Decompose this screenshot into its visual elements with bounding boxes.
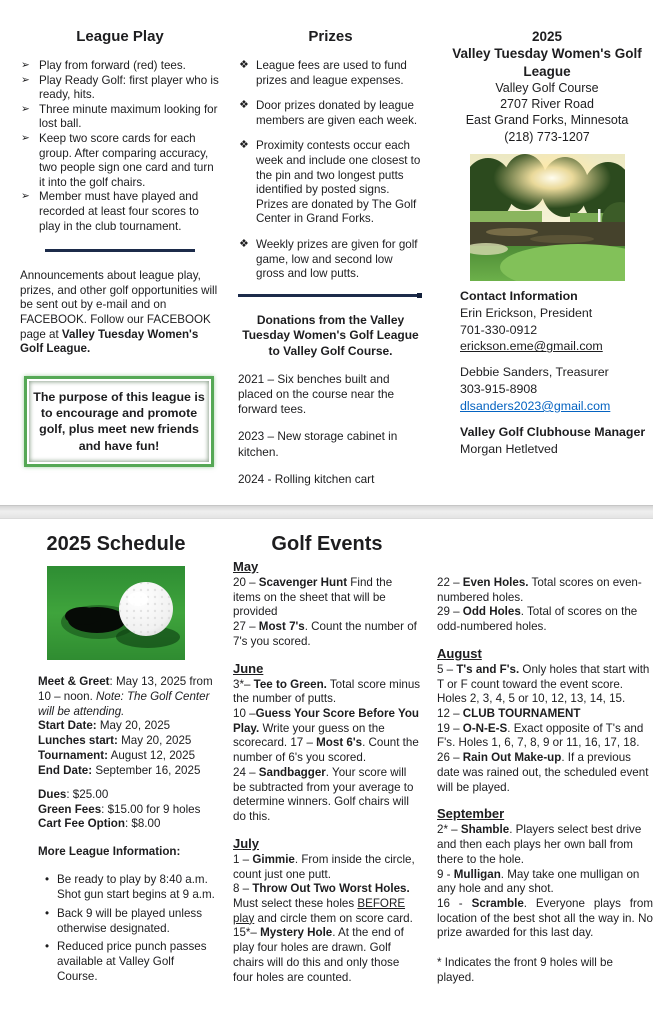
list-item-text: Door prizes donated by league members are given each week. [256, 99, 418, 127]
list-item [238, 59, 423, 88]
president-email-link[interactable]: erickson.eme@gmail.com [460, 339, 603, 354]
arrow-bullet-icon: ➢ [21, 73, 30, 86]
masthead-league-name: Valley Tuesday Women's Golf League [452, 46, 642, 79]
event-item: 26 – Rain Out Make-up. If a previous date was rained out, the scheduled event will be played. [437, 751, 649, 794]
donations-heading: Donations from the Valley Tuesday Women's Golf League to Valley Golf Course. [242, 312, 419, 358]
divider-line [45, 249, 195, 252]
league-play-title: League Play [76, 28, 164, 45]
list-item [238, 99, 423, 128]
donation-item: 2021 – Six benches built and placed on the course near the forward tees. [238, 371, 395, 417]
event-item: 2* – Shamble. Players select best drive and then each plays her own ball from there to the hole. [437, 823, 642, 866]
donation-item: 2024 - Rolling kitchen cart [238, 472, 375, 487]
purpose-box [24, 376, 214, 468]
event-item: 19 – O-N-E-S. Exact opposite of T's and F's. Holes 1, 6, 7, 8, 9 or 11, 16, 17, 18. [437, 721, 644, 750]
manager-name: Morgan Hetletved [460, 441, 558, 456]
schedule-line: End Date: September 16, 2025 [38, 763, 201, 777]
fee-line: Dues: $25.00 [38, 787, 109, 801]
month-heading-september: September [437, 806, 505, 822]
event-item: 22 – Even Holes. Total scores on even-numbered holes. [437, 576, 642, 604]
contact-name: Debbie Sanders, Treasurer [460, 365, 609, 380]
masthead-course: Valley Golf Course [495, 80, 599, 95]
donation-item: 2023 – New storage cabinet in kitchen. [238, 429, 398, 459]
schedule-column [15, 533, 217, 1023]
event-item: 10 –Guess Your Score Before You Play. Write your guess on the scorecard. 17 – Most 6's. Count the number of 6's you scored. [233, 707, 420, 765]
list-item-text: League fees are used to fund prizes and league expenses. [256, 59, 407, 87]
dot-bullet-icon: • [45, 940, 50, 954]
list-item-text: Weekly prizes are given for golf game, low and second low gross and low putts. [256, 237, 418, 281]
list-item [45, 907, 215, 937]
diamond-bullet-icon: ❖ [239, 59, 249, 71]
purpose-text: The purpose of this league is to encourage and promote golf, plus meet new friends and have fun! [33, 389, 205, 453]
masthead-city: East Grand Forks, Minnesota [465, 113, 629, 128]
schedule-details [15, 675, 217, 985]
list-item-text: Member must have played and recorded at least four scores to play in the club tournament. [39, 190, 199, 233]
golf-events-title: Golf Events [271, 533, 383, 555]
diamond-bullet-icon: ❖ [239, 99, 249, 112]
list-item [20, 74, 220, 103]
footnote-text: * Indicates the front 9 holes will be played. [437, 956, 613, 984]
arrow-bullet-icon: ➢ [21, 59, 30, 71]
prizes-list [238, 59, 423, 282]
list-item [45, 873, 215, 903]
month-heading-june: June [233, 660, 264, 676]
fee-line: Green Fees: $15.00 for 9 holes [38, 802, 201, 816]
masthead-address: 2707 River Road [500, 97, 594, 112]
prizes-title: Prizes [308, 28, 353, 45]
spacer [38, 779, 215, 788]
list-item [20, 59, 220, 74]
event-item: 9 - Mulligan. May take one mulligan on any hole and any shot. [437, 867, 640, 896]
event-item: 20 – Scavenger Hunt Find the items on the sheet that will be provided [233, 576, 393, 619]
arrow-bullet-icon: ➢ [21, 102, 30, 115]
list-item [20, 132, 220, 190]
contact-phone: 303-915-8908 [460, 382, 538, 397]
arrow-bullet-icon: ➢ [21, 131, 30, 144]
list-item-text: Keep two score cards for each group. After comparing accuracy, two people sign one card and turn it into the golf chairs. [39, 131, 214, 189]
event-item: 15*– Mystery Hole. At the end of play four holes are drawn. Golf chairs will do this and only those four holes are counted. [233, 926, 404, 984]
list-item-text: Back 9 will be played unless otherwise designated. [57, 906, 203, 935]
list-item [238, 238, 423, 282]
dot-bullet-icon: • [45, 873, 50, 887]
contact-phone: 701-330-0912 [460, 322, 538, 337]
golf-events-column-continued [437, 533, 653, 1023]
event-item: 24 – Sandbagger. Your score will be subtracted from your average to determine winners. Golf chairs will do this. [233, 765, 414, 824]
manager-heading: Valley Golf Clubhouse Manager [460, 424, 646, 439]
spacer [460, 415, 653, 424]
list-item [20, 190, 220, 234]
event-item: 16 - Scramble. Everyone plays from location of the best shot all the way in. No prize awarded for this last day. [437, 896, 653, 940]
masthead-phone: (218) 773-1207 [504, 129, 590, 144]
list-item-text: Reduced price punch passes available at Valley Golf Course. [57, 940, 207, 984]
list-item [45, 940, 215, 984]
dot-bullet-icon: • [45, 906, 50, 920]
events-continued-block [437, 576, 653, 986]
event-item: 5 – T's and F's. Only holes that start with T or F count toward the event score. Holes 2, 3, 4, 5 or 10, 12, 13, 14, 15. [437, 662, 650, 706]
list-item [20, 103, 220, 132]
prizes-column [238, 28, 423, 505]
spacer [460, 355, 653, 364]
schedule-line: Tournament: August 12, 2025 [38, 749, 196, 763]
arrow-bullet-icon: ➢ [21, 190, 30, 203]
page-separator [0, 505, 653, 519]
list-item-text: Three minute maximum looking for lost ball. [39, 102, 218, 131]
month-heading-july: July [233, 835, 260, 851]
contact-name: Erin Erickson, President [460, 305, 593, 320]
month-heading-august: August [437, 645, 482, 661]
event-item: 27 – Most 7's. Count the number of 7's you scored. [233, 620, 417, 648]
list-item-text: Proximity contests occur each week and include one closest to the pin and two longest putts identified by posted signs. Prizes are donated by The Golf Center in Grand Forks. [256, 139, 421, 226]
list-item-text: Play from forward (red) tees. [39, 59, 186, 72]
golf-ball-hole-photo [47, 566, 185, 660]
event-item: 29 – Odd Holes. Total of scores on the odd-numbered holes. [437, 605, 638, 634]
contact-block [441, 288, 653, 458]
masthead-year: 2025 [531, 29, 563, 44]
golf-events-column [233, 533, 421, 1023]
event-item: 12 – CLUB TOURNAMENT [437, 707, 581, 721]
list-item-text: Be ready to play by 8:40 a.m. Shot gun start begins at 9 a.m. [57, 873, 215, 901]
event-item: 3*– Tee to Green. Total score minus the number of putts. [233, 677, 421, 706]
treasurer-email-link[interactable]: dlsanders2023@gmail.com [460, 398, 611, 413]
fee-line: Cart Fee Option: $8.00 [38, 817, 161, 831]
golf-course-sunset-photo [470, 154, 625, 281]
league-play-list [20, 59, 220, 234]
page-1 [0, 0, 653, 505]
list-item-text: Play Ready Golf: first player who is ready, hits. [39, 73, 219, 102]
spacer [38, 860, 215, 873]
page-2 [0, 519, 653, 1023]
list-item [238, 139, 423, 227]
event-item: 1 – Gimmie. From inside the circle, count just one putt. [233, 852, 415, 881]
schedule-title: 2025 Schedule [46, 533, 186, 555]
more-info-heading: More League Information: [38, 845, 181, 859]
schedule-line: Lunches start: May 20, 2025 [38, 734, 192, 748]
contact-heading: Contact Information [460, 288, 578, 303]
schedule-line: Meet & Greet: May 13, 2025 from 10 – noon. Note: The Golf Center will be attending. [38, 675, 213, 718]
announcement-paragraph: Announcements about league play, prizes, and other golf opportunities will be sent out by e-mail and on FACEBOOK. Follow our FACEBOOK page at Valley Tuesday Women's Golf League. [20, 269, 218, 356]
league-play-column [20, 28, 220, 505]
month-heading-may: May [233, 559, 259, 574]
divider-line [238, 294, 419, 297]
event-item: 8 – Throw Out Two Worst Holes. Must select these holes BEFORE play and circle them on score card. [233, 882, 413, 925]
diamond-bullet-icon: ❖ [239, 237, 249, 250]
schedule-line: Start Date: May 20, 2025 [38, 719, 171, 733]
more-info-list [38, 873, 215, 985]
diamond-bullet-icon: ❖ [239, 139, 249, 152]
masthead-column [441, 28, 653, 505]
spacer [38, 832, 215, 845]
